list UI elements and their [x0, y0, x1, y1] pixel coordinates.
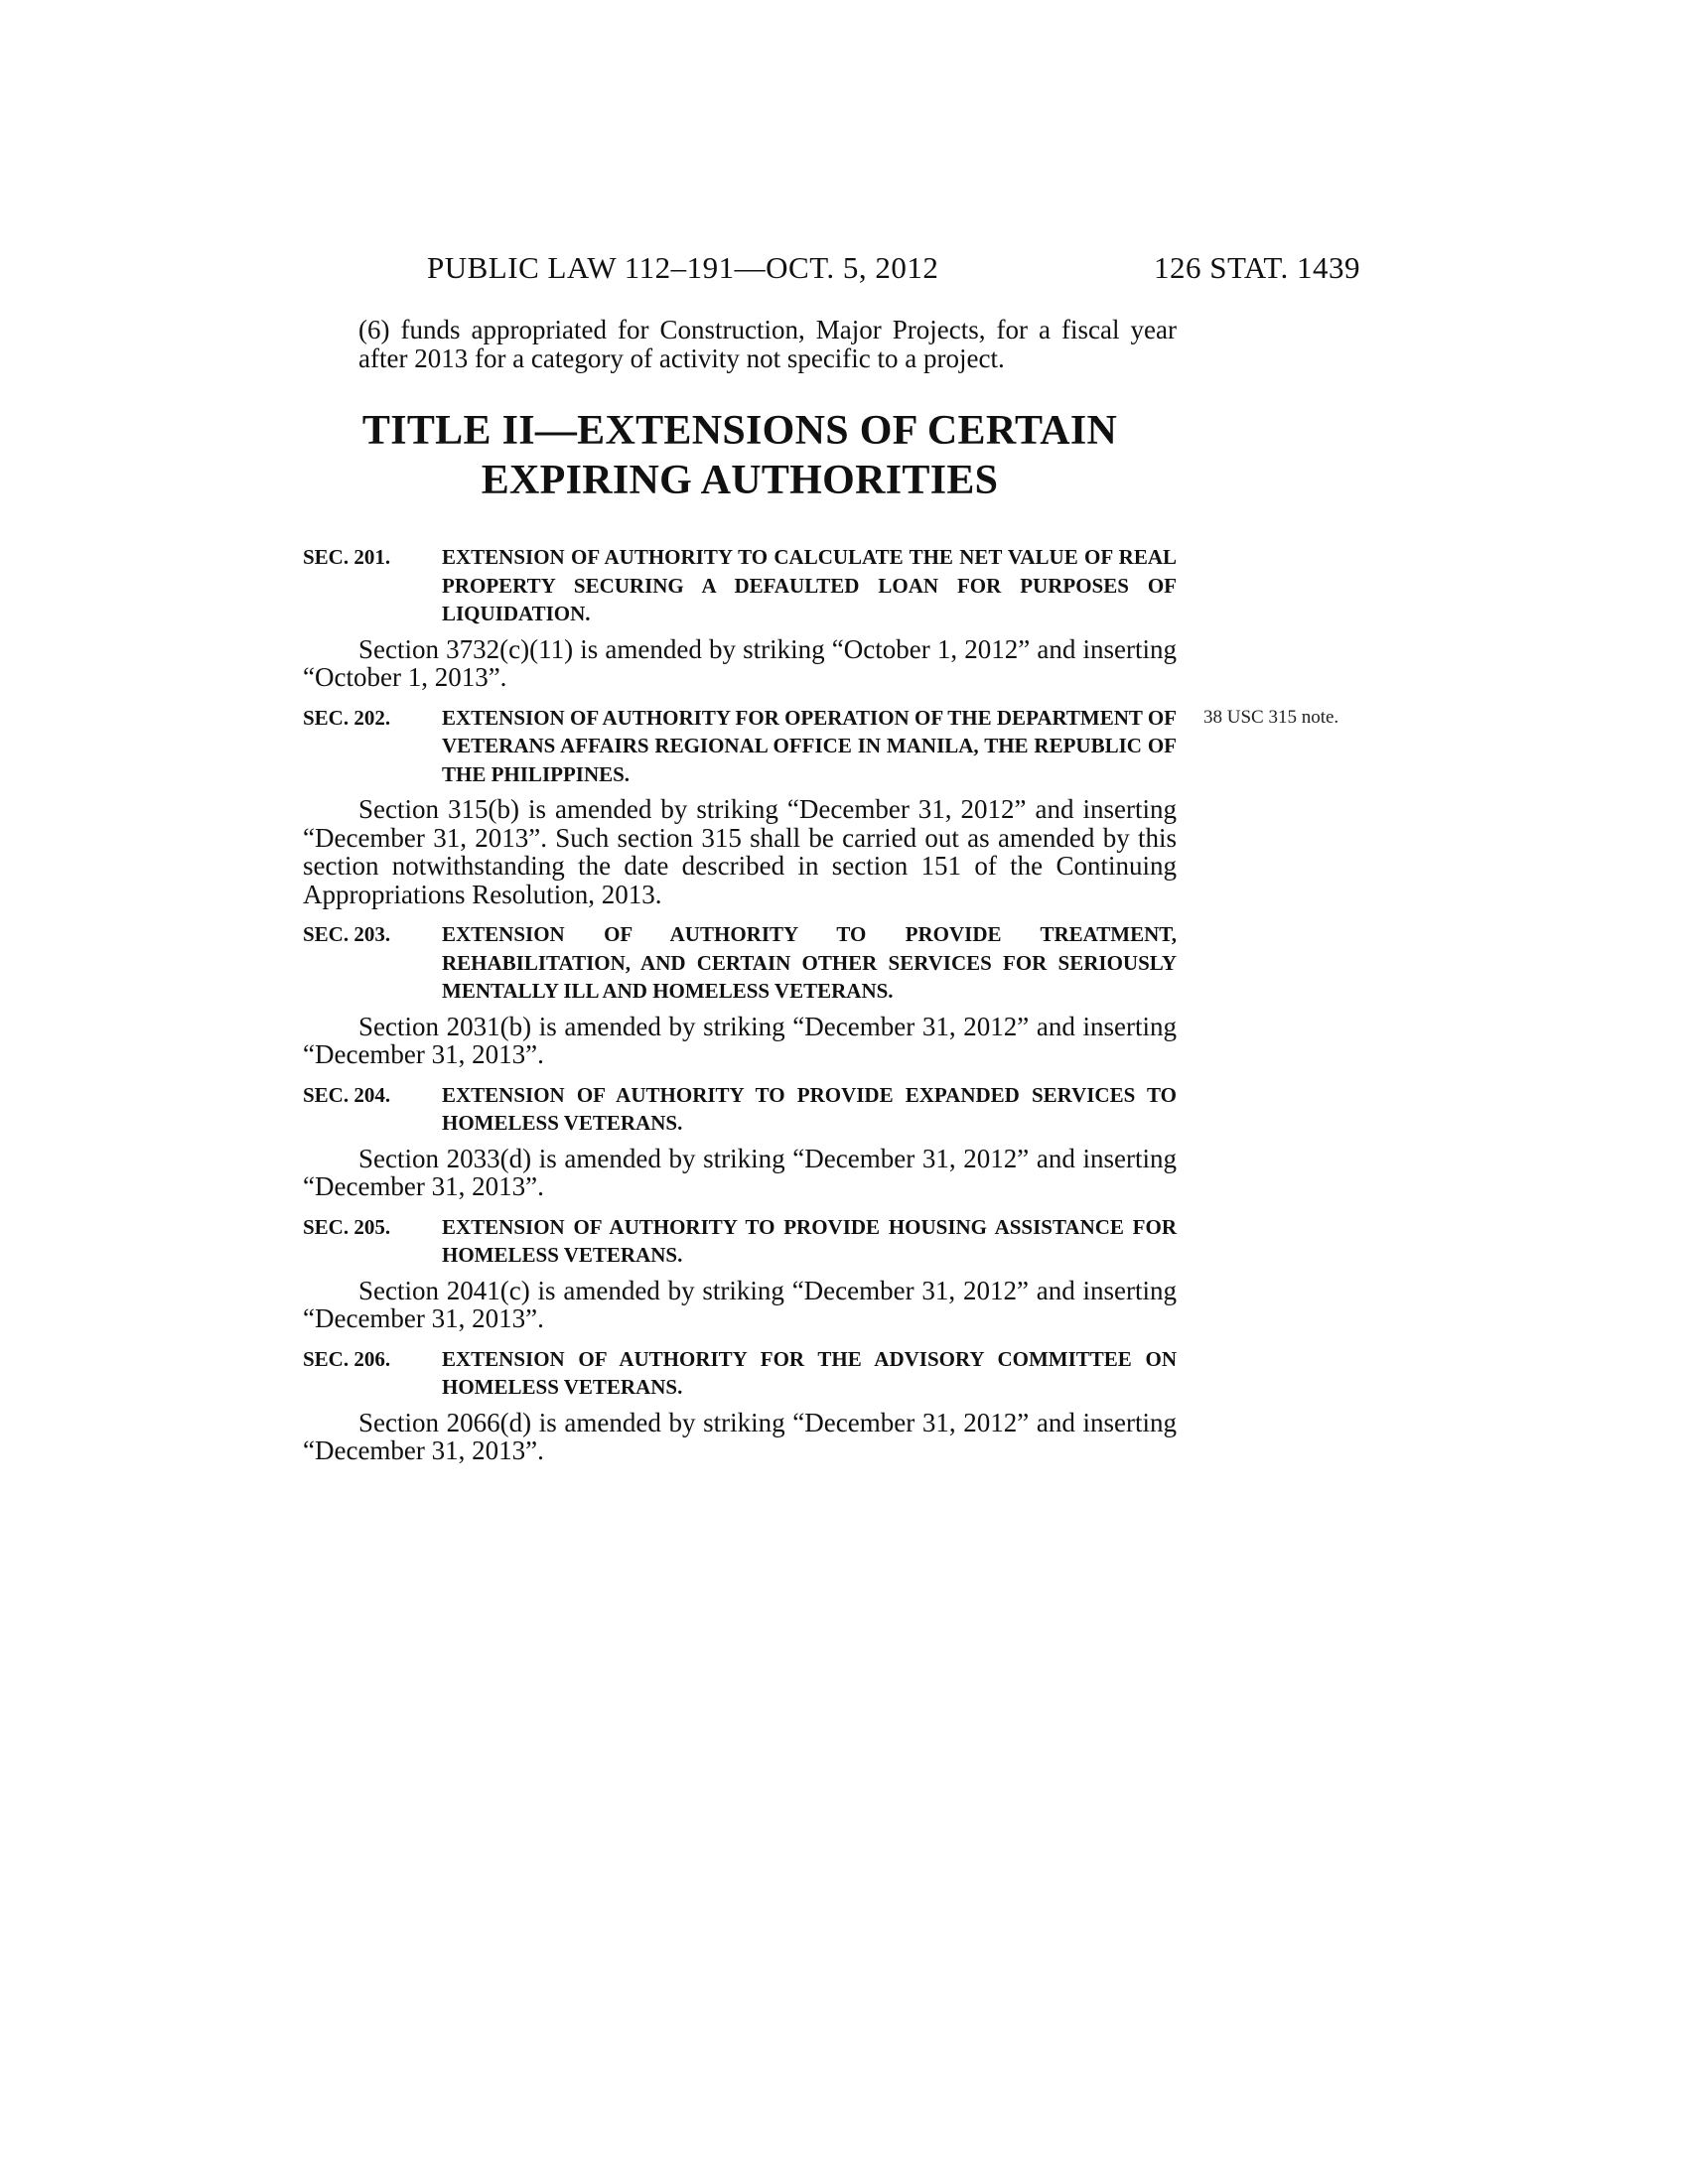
section-body: Section 2041(c) is amended by striking “December 31, 2012” and inserting “December 31, 2013”. — [303, 1275, 1177, 1333]
section-205 — [303, 1213, 1177, 1333]
section-heading-text: EXTENSION OF AUTHORITY TO PROVIDE EXPANDED SERVICES TO HOMELESS VETERANS. — [442, 1082, 1177, 1135]
margin-note: 38 USC 315 note. — [1203, 706, 1339, 728]
section-heading-text: EXTENSION OF AUTHORITY FOR OPERATION OF THE DEPARTMENT OF VETERANS AFFAIRS REGIONAL OFFICE IN MANILA, THE REPUBLIC OF THE PHILIPPINES. — [442, 705, 1177, 786]
title-heading — [303, 406, 1177, 505]
section-201 — [303, 543, 1177, 692]
title-line-1: TITLE II—EXTENSIONS OF CERTAIN — [361, 408, 1118, 454]
section-203 — [303, 920, 1177, 1069]
section-body: Section 2033(d) is amended by striking “December 31, 2012” and inserting “December 31, 2013”. — [303, 1143, 1177, 1201]
section-number: SEC. 204. — [303, 1082, 391, 1107]
section-heading — [303, 543, 1177, 628]
section-heading-text: EXTENSION OF AUTHORITY FOR THE ADVISORY COMMITTEE ON HOMELESS VETERANS. — [442, 1346, 1177, 1399]
section-204 — [303, 1081, 1177, 1201]
statute-page-number: 126 STAT. 1439 — [1153, 250, 1360, 285]
section-number: SEC. 202. — [303, 705, 391, 730]
section-body: Section 2031(b) is amended by striking “December 31, 2012” and inserting “December 31, 2013”. — [303, 1011, 1177, 1069]
section-heading — [303, 1345, 1177, 1402]
section-heading-text: EXTENSION OF AUTHORITY TO PROVIDE TREATMENT, REHABILITATION, AND CERTAIN OTHER SERVICES FOR SERIOUSLY MENTALLY ILL AND HOMELESS VETERANS. — [442, 922, 1177, 1003]
document-body — [303, 315, 1339, 1465]
section-heading-text: EXTENSION OF AUTHORITY TO CALCULATE THE NET VALUE OF REAL PROPERTY SECURING A DEFAULTED LOAN FOR PURPOSES OF LIQUIDATION. — [442, 545, 1177, 625]
section-heading-text: EXTENSION OF AUTHORITY TO PROVIDE HOUSING ASSISTANCE FOR HOMELESS VETERANS. — [442, 1214, 1177, 1267]
section-206 — [303, 1345, 1177, 1465]
section-body: Section 3732(c)(11) is amended by striking “October 1, 2012” and inserting “October 1, 2013”. — [303, 633, 1177, 692]
section-number: SEC. 205. — [303, 1214, 391, 1239]
section-heading — [303, 1081, 1177, 1138]
section-heading — [303, 704, 1177, 789]
section-body: Section 315(b) is amended by striking “December 31, 2012” and inserting “December 31, 2013”. Such section 315 shall be carried out as amended by this section notwithstanding the date described in section 151 of the Continuing Appropriations Resolution, 2013. — [303, 794, 1177, 909]
section-number: SEC. 206. — [303, 1346, 391, 1371]
section-number: SEC. 203. — [303, 922, 391, 946]
intro-paragraph: (6) funds appropriated for Construction, Major Projects, for a fiscal year after 2013 for a category of activity not specific to a project. — [358, 315, 1177, 373]
section-number: SEC. 201. — [303, 545, 391, 569]
section-body: Section 2066(d) is amended by striking “December 31, 2012” and inserting “December 31, 2013”. — [303, 1407, 1177, 1465]
section-202 — [303, 704, 1339, 909]
section-heading — [303, 920, 1177, 1006]
public-law-citation: PUBLIC LAW 112–191—OCT. 5, 2012 — [427, 250, 939, 285]
section-heading — [303, 1213, 1177, 1270]
title-line-2: EXPIRING AUTHORITIES — [481, 458, 999, 503]
